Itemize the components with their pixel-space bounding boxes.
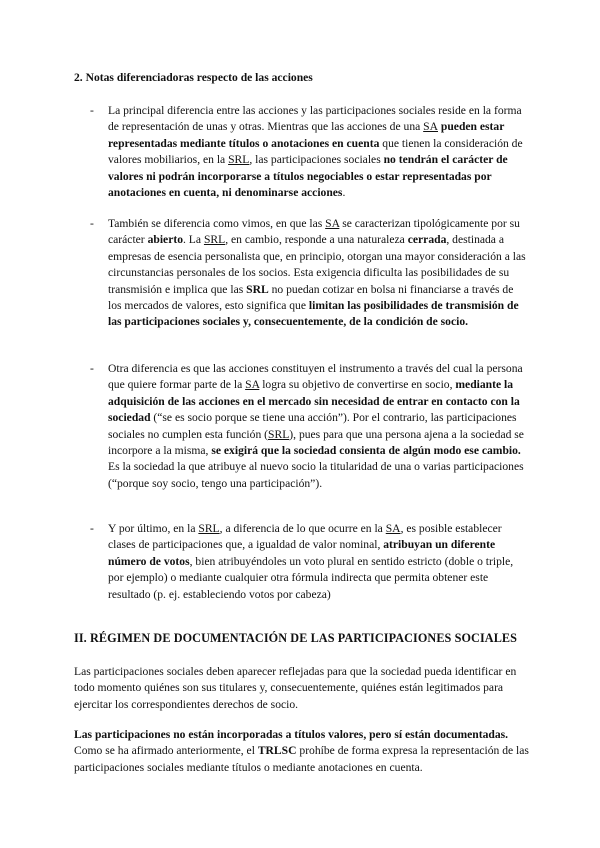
text-run: que tienen la consideración de valores mobiliarios, en la [108, 136, 523, 167]
abbrev-link-text: SA [245, 378, 260, 392]
bold-text: abierto [147, 233, 183, 247]
bullet-text [108, 522, 513, 601]
bullet-marker: - [90, 217, 94, 230]
text-run: logra su objetivo de convertirse en socio, [259, 378, 456, 392]
subsection-heading: 2. Notas diferenciadoras respecto de las acciones [74, 71, 313, 84]
bullet-text [108, 362, 524, 490]
text-run: . [342, 186, 346, 200]
bullet-item [90, 521, 528, 603]
bold-text: se exigirá que la sociedad consienta de algún modo ese cambio. [211, 444, 521, 458]
text-run: La principal diferencia entre las acciones y las participaciones sociales reside en la forma de representación de unas y otras. Mientras que las acciones de una [108, 104, 522, 134]
bold-text: mediante la adquisición de las acciones en el mercado sin necesidad de entrar en contacto con la sociedad [108, 378, 520, 425]
bold-text: limitan las posibilidades de transmisión de las participaciones sociales y, consecuentemente, de la condición de socio. [108, 299, 519, 329]
text-run: Y por último, en la [108, 522, 199, 535]
text-run: Como se ha afirmado anteriormente, el [74, 744, 258, 758]
bold-text: atribuyan un diferente número de votos [108, 538, 496, 568]
paragraph-text [74, 665, 516, 711]
text-run: , en cambio, responde a una naturaleza [225, 233, 408, 247]
abbrev-link-text: SA [423, 120, 438, 134]
section-title: II. RÉGIMEN DE DOCUMENTACIÓN DE LAS PARTICIPACIONES SOCIALES [74, 631, 518, 645]
text-run: , es posible establecer clases de participaciones que, a igualdad de valor nominal, [108, 522, 502, 552]
text-run: También se diferencia como vimos, en que las [108, 217, 326, 230]
text-run: , las participaciones sociales [249, 153, 384, 167]
bullet-marker: - [90, 522, 94, 535]
paragraph-text [74, 728, 529, 774]
abbrev-link-text: SA [325, 217, 340, 230]
bullet-item [90, 361, 528, 492]
bold-text: cerrada [407, 233, 447, 247]
bold-text: pueden estar representadas mediante títulos o anotaciones en cuenta [108, 120, 505, 150]
abbrev-link-text: SRL [228, 153, 250, 167]
bullet-marker: - [90, 362, 94, 375]
abbrev-link-text: SA [385, 522, 401, 535]
text-run: , bien atribuyéndoles un voto plural en sentido estricto (doble o triple, por ejemplo) o mediante cualquier otra fórmula indirecta que permita obtener este resultado (p. ej. estableciendo votos por cabeza) [108, 554, 514, 601]
text-run: . La [183, 233, 204, 247]
text-run: Otra diferencia es que las acciones constituyen el instrumento a través del cual la persona que quiere formar parte de la [108, 362, 523, 392]
text-run: Las participaciones sociales deben aparecer reflejadas para que la sociedad pueda identificar en todo momento quiénes son sus titulares y, consecuentemente, quiénes están legitimados para ejercitar los correspondientes derechos de socio. [74, 665, 517, 711]
text-run: , a diferencia de lo que ocurre en la [219, 522, 386, 535]
bold-text: Las participaciones no están incorporadas a títulos valores, pero sí están documentadas. [74, 728, 509, 741]
bullet-text [108, 104, 523, 199]
bold-text: no tendrán el carácter de valores ni podrán incorporarse a títulos negociables o estar representadas por anotaciones en cuenta, ni denominarse acciones [108, 153, 508, 200]
text-run: se caracterizan tipológicamente por su carácter [108, 217, 520, 247]
bullet-marker: - [90, 104, 94, 117]
text-run: ), pues para que una persona ajena a la sociedad se incorpore a la misma, [108, 427, 524, 458]
bullet-text [108, 217, 526, 328]
text-run: prohíbe de forma expresa la representación de las participaciones sociales mediante títulos o mediante anotaciones en cuenta. [74, 744, 529, 774]
bold-text: TRLSC [257, 744, 297, 758]
text-run: Es la sociedad la que atribuye al nuevo socio la titularidad de una o varias participaciones (“porque soy socio, tengo una participación”). [108, 460, 524, 490]
abbrev-link-text: SRL [198, 522, 220, 535]
abbrev-link-text: SRL [268, 427, 290, 441]
bullet-item [90, 103, 528, 201]
bullet-item [90, 216, 528, 331]
text-run: no puedan cotizar en bolsa ni financiarse a través de los mercados de valores, esto significa que [108, 282, 514, 313]
paragraph [74, 664, 534, 713]
abbrev-link-text: SRL [203, 233, 226, 247]
text-run: , destinada a empresas de esencia personalista que, en principio, otorgan una mayor consideración a las circunstancias personales de los socios. Esta exigencia dificulta las posibilidades de su transmisión e implica que las [108, 233, 526, 296]
text-run: (“se es socio porque se tiene una acción”). Por el contrario, las participaciones sociales no cumplen esta función ( [108, 411, 517, 441]
bold-text: SRL [246, 282, 269, 296]
paragraph [74, 727, 534, 776]
